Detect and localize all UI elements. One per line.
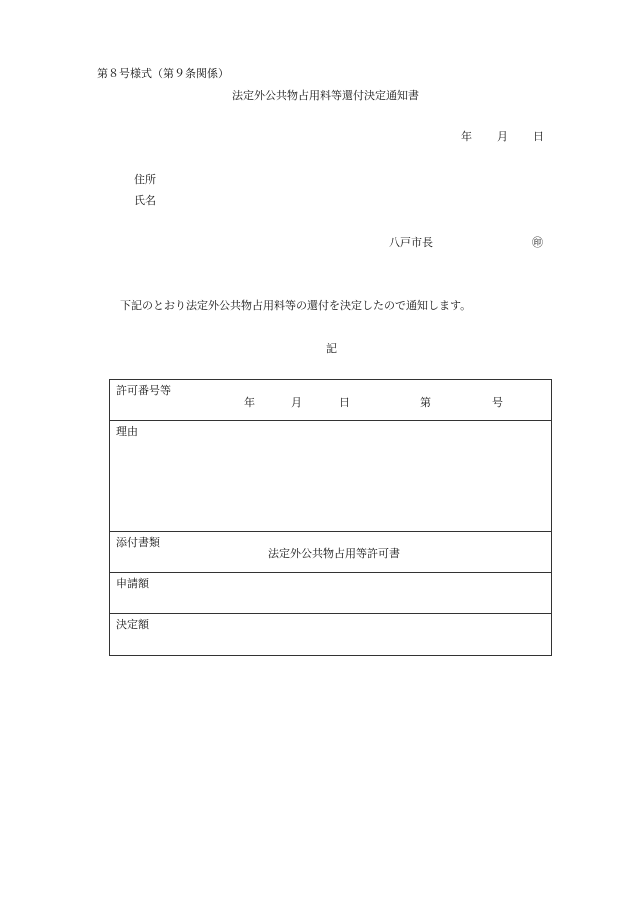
recipient-address-label: 住所 <box>134 173 156 186</box>
reason-row <box>110 421 551 532</box>
permit-number-label: 許可番号等 <box>116 384 171 397</box>
decision-amount-label: 決定額 <box>116 618 149 631</box>
document-title: 法定外公共物占用料等還付決定通知書 <box>232 89 419 102</box>
attachments-value: 法定外公共物占用等許可書 <box>268 547 400 560</box>
permit-dai-label: 第 <box>420 396 431 409</box>
permit-number-row <box>110 380 551 421</box>
attachments-row <box>110 532 551 573</box>
ki-heading: 記 <box>326 342 337 355</box>
date-day-label: 日 <box>533 130 544 143</box>
permit-month-label: 月 <box>291 396 302 409</box>
application-amount-label: 申請額 <box>116 577 149 590</box>
sender-name: 八戸市長 <box>389 236 433 249</box>
date-year-label: 年 <box>461 130 472 143</box>
application-amount-row <box>110 573 551 614</box>
permit-day-label: 日 <box>339 396 350 409</box>
permit-go-label: 号 <box>492 396 503 409</box>
permit-year-label: 年 <box>244 396 255 409</box>
notice-body-text: 下記のとおり法定外公共物占用料等の還付を決定したので通知します。 <box>120 299 472 312</box>
attachments-label: 添付書類 <box>116 536 160 549</box>
decision-amount-row <box>110 614 551 655</box>
date-month-label: 月 <box>497 130 508 143</box>
recipient-name-label: 氏名 <box>134 194 156 207</box>
seal-mark: ㊞ <box>532 236 543 249</box>
details-table <box>109 379 552 656</box>
reason-label: 理由 <box>116 425 138 438</box>
form-number: 第８号様式（第９条関係） <box>97 67 229 80</box>
